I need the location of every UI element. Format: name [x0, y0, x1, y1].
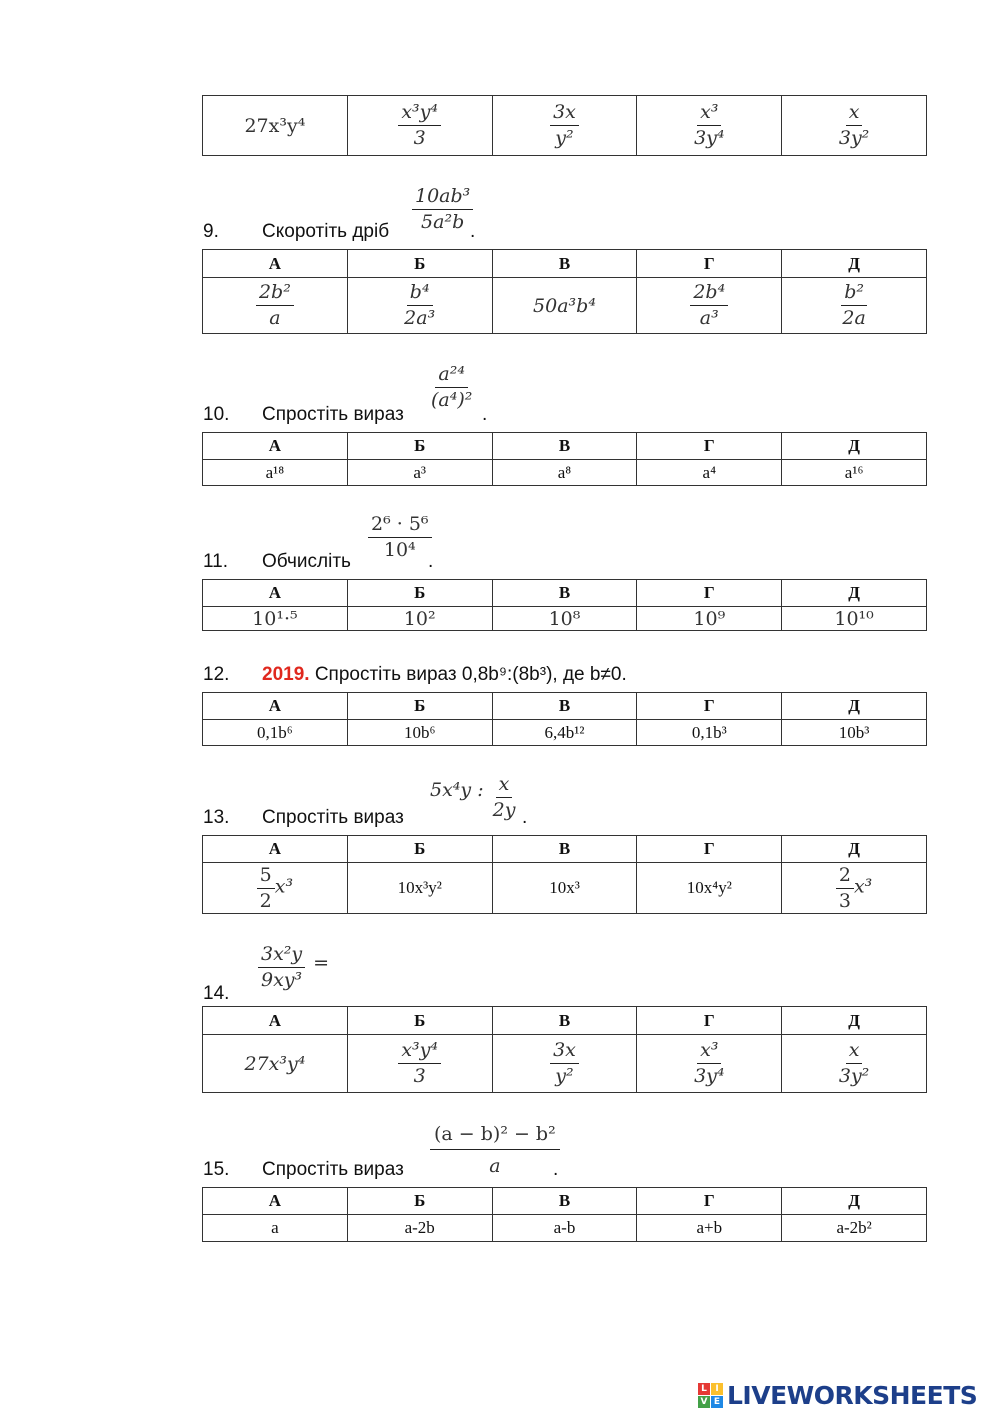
header-b: Б	[347, 1007, 492, 1035]
q9-answer-a[interactable]: $\frac{\text{2b²}}{a}$	[203, 278, 348, 334]
q12-answer-c[interactable]: 6,4b¹²	[492, 720, 637, 746]
header-d: Г	[637, 1007, 782, 1035]
header-a: А	[203, 250, 348, 278]
q14-formula: $\frac{\text{3x²y}}{\text{9xy³}}$ =	[258, 944, 329, 991]
q10-answer-table	[202, 432, 927, 486]
header-a: А	[203, 1007, 348, 1035]
logo-icon-e: E	[711, 1396, 723, 1408]
q9-answer-c[interactable]: 50a³b⁴	[492, 278, 637, 334]
q13-number: 13.	[203, 807, 230, 828]
q11-answer-b[interactable]: 10²	[347, 607, 492, 631]
q12-answer-b[interactable]: 10b⁶	[347, 720, 492, 746]
header-b: Б	[347, 250, 492, 278]
q11-end: .	[428, 551, 434, 572]
q12-answer-table	[202, 692, 927, 746]
q11-answer-e[interactable]: 10¹⁰	[782, 607, 927, 631]
logo-icon-l: L	[698, 1383, 710, 1395]
top-cell-d: $\frac{\text{x³}}{\text{3y⁴}}$	[637, 96, 782, 156]
q9-answer-b[interactable]: $\frac{\text{b⁴}}{\text{2a³}}$	[347, 278, 492, 334]
q11-answer-a[interactable]: 10¹·⁵	[203, 607, 348, 631]
q15-answer-c[interactable]: a-b	[492, 1215, 637, 1242]
q15-answer-d[interactable]: a+b	[637, 1215, 782, 1242]
q11-text: Обчисліть	[262, 551, 351, 572]
q9-number: 9.	[203, 221, 219, 242]
header-a: А	[203, 433, 348, 460]
q9-answer-e[interactable]: $\frac{\text{b²}}{2a}$	[782, 278, 927, 334]
header-b: Б	[347, 1188, 492, 1215]
q9-formula: $\frac{\text{10ab³}}{\text{5a²b}}$	[412, 186, 473, 233]
q11-answer-table	[202, 579, 927, 631]
q11-answer-c[interactable]: 10⁸	[492, 607, 637, 631]
header-a: А	[203, 836, 348, 863]
header-c: В	[492, 580, 637, 607]
q12-line	[262, 664, 627, 686]
header-e: Д	[782, 433, 927, 460]
header-a: А	[203, 580, 348, 607]
q12-text: Спростіть вираз 0,8b⁹:(8b³), де b≠0.	[314, 664, 627, 685]
top-answer-table	[202, 95, 927, 156]
q10-answer-a[interactable]: a¹⁸	[203, 460, 348, 486]
header-a: А	[203, 693, 348, 720]
header-d: Г	[637, 1188, 782, 1215]
q11-answer-d[interactable]: 10⁹	[637, 607, 782, 631]
liveworksheets-logo-icon	[698, 1383, 723, 1408]
q15-text: Спростіть вираз	[262, 1159, 404, 1180]
q14-number: 14.	[203, 983, 230, 1004]
header-d: Г	[637, 433, 782, 460]
q13-answer-e[interactable]: $\frac{2}{3}$ x³	[782, 863, 927, 914]
q15-answer-a[interactable]: a	[203, 1215, 348, 1242]
top-cell-a: 27x³y⁴	[203, 96, 348, 156]
q12-answer-a[interactable]: 0,1b⁶	[203, 720, 348, 746]
q13-answer-d[interactable]: 10x⁴y²	[637, 863, 782, 914]
q13-answer-c[interactable]: 10x³	[492, 863, 637, 914]
q15-number: 15.	[203, 1159, 230, 1180]
q14-answer-table	[202, 1006, 927, 1093]
q10-text: Спростіть вираз	[262, 404, 404, 425]
q11-formula: $\frac{\text{2⁶ · 5⁶}}{\text{10⁴}}$	[368, 514, 432, 561]
top-cell-e: $\frac{x}{\text{3y²}}$	[782, 96, 927, 156]
q13-answer-b[interactable]: 10x³y²	[347, 863, 492, 914]
header-c: В	[492, 1007, 637, 1035]
q14-answer-e[interactable]: $\frac{x}{\text{3y²}}$	[782, 1035, 927, 1093]
liveworksheets-logo[interactable]	[698, 1380, 977, 1410]
q14-answer-b[interactable]: $\frac{\text{x³y⁴}}{3}$	[347, 1035, 492, 1093]
header-b: Б	[347, 580, 492, 607]
q10-answer-d[interactable]: a⁴	[637, 460, 782, 486]
q12-answer-e[interactable]: 10b³	[782, 720, 927, 746]
q9-end: .	[470, 221, 476, 242]
logo-icon-v: V	[698, 1396, 710, 1408]
header-e: Д	[782, 1188, 927, 1215]
q13-formula: 5x⁴y : $\frac{x}{2y}$	[430, 773, 516, 821]
header-c: В	[492, 836, 637, 863]
q9-answer-table	[202, 249, 927, 334]
q10-answer-c[interactable]: a⁸	[492, 460, 637, 486]
header-d: Г	[637, 250, 782, 278]
q10-number: 10.	[203, 404, 230, 425]
q14-answer-c[interactable]: $\frac{3x}{\text{y²}}$	[492, 1035, 637, 1093]
header-b: Б	[347, 836, 492, 863]
q10-answer-e[interactable]: a¹⁶	[782, 460, 927, 486]
q14-answer-d[interactable]: $\frac{\text{x³}}{\text{3y⁴}}$	[637, 1035, 782, 1093]
header-e: Д	[782, 836, 927, 863]
q15-answer-table	[202, 1187, 927, 1242]
q13-end: .	[522, 807, 528, 828]
header-d: Г	[637, 836, 782, 863]
q13-answer-table	[202, 835, 927, 914]
q10-end: .	[482, 404, 488, 425]
q9-text: Скоротіть дріб	[262, 221, 390, 242]
q15-answer-e[interactable]: a-2b²	[782, 1215, 927, 1242]
top-cell-b: $\frac{\text{x³y⁴}}{3}$	[347, 96, 492, 156]
q12-year: 2019.	[262, 664, 310, 685]
q10-answer-b[interactable]: a³	[347, 460, 492, 486]
q14-answer-a[interactable]: 27x³y⁴	[203, 1035, 348, 1093]
top-cell-c: $\frac{3x}{\text{y²}}$	[492, 96, 637, 156]
header-e: Д	[782, 693, 927, 720]
logo-icon-i: I	[711, 1383, 723, 1395]
header-b: Б	[347, 693, 492, 720]
q15-end: .	[553, 1159, 559, 1180]
q10-formula: $\frac{\text{a²⁴}}{\text{(a⁴)²}}$	[431, 363, 473, 411]
q13-answer-a[interactable]: $\frac{5}{2}$ x³	[203, 863, 348, 914]
q13-text: Спростіть вираз	[262, 807, 404, 828]
q9-answer-d[interactable]: $\frac{\text{2b⁴}}{\text{a³}}$	[637, 278, 782, 334]
header-e: Д	[782, 250, 927, 278]
header-c: В	[492, 1188, 637, 1215]
liveworksheets-logo-text: LIVEWORKSHEETS	[727, 1380, 978, 1410]
q15-formula: $\frac{\text{(a − b)² − b²}}{a}$	[430, 1124, 560, 1177]
q12-number: 12.	[203, 664, 230, 685]
header-c: В	[492, 433, 637, 460]
q15-answer-b[interactable]: a-2b	[347, 1215, 492, 1242]
q12-answer-d[interactable]: 0,1b³	[637, 720, 782, 746]
header-d: Г	[637, 580, 782, 607]
header-a: А	[203, 1188, 348, 1215]
header-c: В	[492, 250, 637, 278]
header-e: Д	[782, 580, 927, 607]
header-d: Г	[637, 693, 782, 720]
q11-number: 11.	[203, 551, 229, 572]
header-c: В	[492, 693, 637, 720]
header-b: Б	[347, 433, 492, 460]
header-e: Д	[782, 1007, 927, 1035]
